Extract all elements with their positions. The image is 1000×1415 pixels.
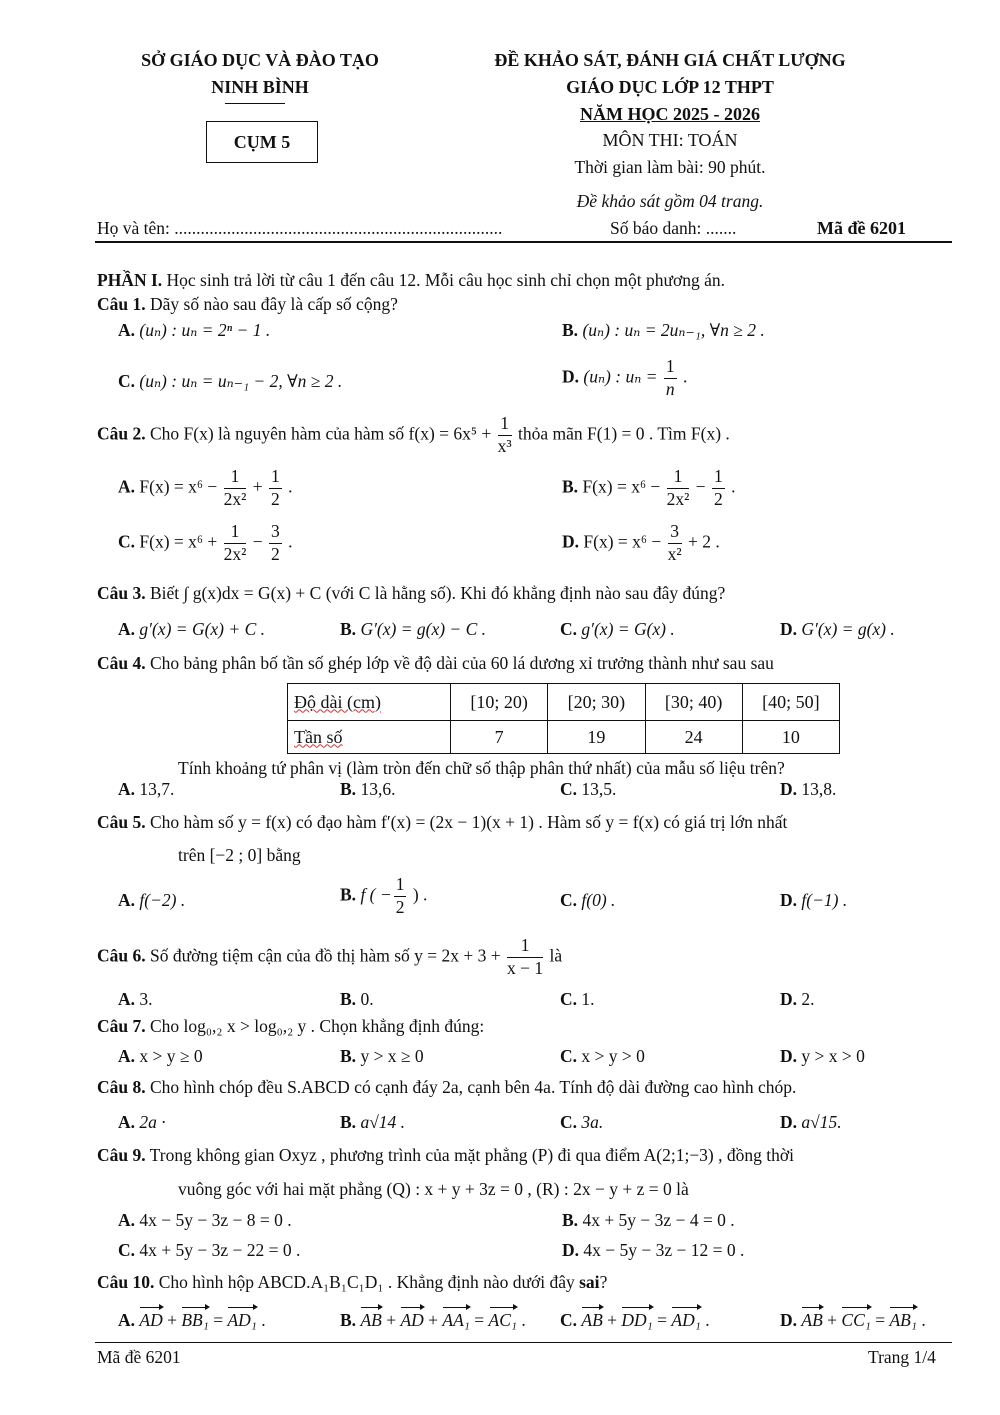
q1-option-d: D. (uₙ) : uₙ = $\frac{1}{n}$ . <box>562 356 688 399</box>
q6-option-d: D. 2. <box>780 989 815 1009</box>
student-id-field: Số báo danh: ....... <box>610 218 737 238</box>
q6-option-a: A. 3. <box>118 989 153 1009</box>
table-cell: [10; 20) <box>451 684 548 721</box>
q9-option-a: A. 4x − 5y − 3z − 8 = 0 . <box>118 1210 292 1230</box>
question-8: Câu 8. Cho hình chóp đều S.ABCD có cạnh đáy 2a, cạnh bên 4a. Tính độ dài đường cao hình chóp. <box>97 1077 797 1097</box>
exam-title-line1: ĐỀ KHẢO SÁT, ĐÁNH GIÁ CHẤT LƯỢNG <box>494 50 846 70</box>
table-row <box>288 721 840 754</box>
q3-option-a: A. g′(x) = G(x) + C . <box>118 619 265 639</box>
q10-option-c: C. AB + DD₁ = AD₁ . <box>560 1306 710 1331</box>
q9-option-b: B. 4x + 5y − 3z − 4 = 0 . <box>562 1210 735 1230</box>
q2-option-d: D. F(x) = x⁶ − $\frac{3}{\text{x²}}$ + 2 . <box>562 521 720 564</box>
footer-page-number: Trang 1/4 <box>868 1347 936 1367</box>
question-5-cont: trên [−2 ; 0] bằng <box>178 845 301 865</box>
time-limit: Thời gian làm bài: 90 phút. <box>574 157 766 177</box>
cluster-box: CỤM 5 <box>206 121 318 163</box>
school-year: NĂM HỌC 2025 - 2026 <box>580 104 760 124</box>
q3-option-d: D. G′(x) = g(x) . <box>780 619 895 639</box>
footer-exam-code: Mã đề 6201 <box>97 1347 181 1367</box>
q7-option-a: A. x > y ≥ 0 <box>118 1046 203 1066</box>
question-7: Câu 7. Cho log₀,₂ x > log₀,₂ y . Chọn khẳng định đúng: <box>97 1016 485 1036</box>
q2-option-c: C. F(x) = x⁶ + $\frac{1}{\text{2x²}}$ − $\frac{3}{2}$ . <box>118 521 293 564</box>
table-header-cell: Tần số <box>288 721 451 754</box>
q8-option-b: B. a√14 . <box>340 1112 406 1132</box>
question-4: Câu 4. Cho bảng phân bố tần số ghép lớp về độ dài của 60 lá dương xỉ trưởng thành như sau sau <box>97 653 774 673</box>
question-6: Câu 6. Số đường tiệm cận của đồ thị hàm số y = 2x + 3 + $\frac{1}{x - 1}$ là <box>97 935 563 978</box>
q1-option-a: A. (uₙ) : uₙ = 2ⁿ − 1 . <box>118 320 271 340</box>
question-9: Câu 9. Trong không gian Oxyz , phương trình của mặt phẳng (P) đi qua điểm A(2;1;−3) , đồng thời <box>97 1145 794 1165</box>
q4-option-b: B. 13,6. <box>340 779 396 799</box>
q10-option-a: A. AD + BB₁ = AD₁ . <box>118 1306 266 1331</box>
frequency-table <box>287 683 840 754</box>
q1-option-c: C. (uₙ) : uₙ = uₙ₋₁ − 2, ∀n ≥ 2 . <box>118 371 343 391</box>
q3-option-b: B. G′(x) = g(x) − C . <box>340 619 487 639</box>
pages-note: Đề khảo sát gồm 04 trang. <box>576 191 764 211</box>
student-name-field: Họ và tên: ........................................................................... <box>97 218 503 238</box>
q5-option-c: C. f(0) . <box>560 890 616 910</box>
q8-option-c: C. 3a. <box>560 1112 604 1132</box>
q5-option-a: A. f(−2) . <box>118 890 186 910</box>
table-cell: 7 <box>451 721 548 754</box>
table-cell: 19 <box>548 721 645 754</box>
q4-option-d: D. 13,8. <box>780 779 837 799</box>
q4-option-c: C. 13,5. <box>560 779 617 799</box>
q1-option-b: B. (uₙ) : uₙ = 2uₙ₋₁, ∀n ≥ 2 . <box>562 320 765 340</box>
q5-option-b: B. f ( − $\frac{1}{2}$ ) . <box>340 874 428 917</box>
table-cell: [40; 50] <box>742 684 839 721</box>
q3-option-c: C. g′(x) = G(x) . <box>560 619 675 639</box>
table-row <box>288 684 840 721</box>
department-name: SỞ GIÁO DỤC VÀ ĐÀO TẠO <box>141 50 379 70</box>
province-name: NINH BÌNH <box>211 77 309 97</box>
question-1: Câu 1. Dãy số nào sau đây là cấp số cộng? <box>97 294 398 314</box>
q7-option-b: B. y > x ≥ 0 <box>340 1046 424 1066</box>
q4-option-a: A. 13,7. <box>118 779 175 799</box>
table-header-cell: Độ dài (cm) <box>288 684 451 721</box>
question-5: Câu 5. Cho hàm số y = f(x) có đạo hàm f′(x) = (2x − 1)(x + 1) . Hàm số y = f(x) có giá trị lớn nhất <box>97 812 788 832</box>
table-cell: 24 <box>645 721 742 754</box>
table-cell: [20; 30) <box>548 684 645 721</box>
exam-code: Mã đề 6201 <box>817 218 906 238</box>
question-3: Câu 3. Biết ∫ g(x)dx = G(x) + C (với C là hằng số). Khi đó khẳng định nào sau đây đúng? <box>97 583 726 603</box>
q4-followup: Tính khoảng tứ phân vị (làm tròn đến chữ số thập phân thứ nhất) của mẫu số liệu trên? <box>178 758 785 778</box>
q2-option-b: B. F(x) = x⁶ − $\frac{1}{\text{2x²}}$ − $\frac{1}{2}$ . <box>562 466 736 509</box>
header-rule <box>95 241 952 243</box>
question-2: Câu 2. Cho F(x) là nguyên hàm của hàm số f(x) = 6x⁵ + $\frac{1}{\text{x³}}$ thỏa mãn F(1) = 0 . Tìm F(x) . <box>97 413 730 456</box>
divider <box>225 103 285 104</box>
question-10: Câu 10. Cho hình hộp ABCD.A₁B₁C₁D₁ . Khẳng định nào dưới đây sai? <box>97 1272 608 1292</box>
q6-option-b: B. 0. <box>340 989 374 1009</box>
subject: MÔN THI: TOÁN <box>602 130 738 150</box>
q5-option-d: D. f(−1) . <box>780 890 848 910</box>
q2-option-a: A. F(x) = x⁶ − $\frac{1}{\text{2x²}}$ + $\frac{1}{2}$ . <box>118 466 293 509</box>
q9-option-c: C. 4x + 5y − 3z − 22 = 0 . <box>118 1240 301 1260</box>
q8-option-d: D. a√15. <box>780 1112 842 1132</box>
q9-option-d: D. 4x − 5y − 3z − 12 = 0 . <box>562 1240 745 1260</box>
exam-title-line2: GIÁO DỤC LỚP 12 THPT <box>566 77 774 97</box>
q8-option-a: A. 2a · <box>118 1112 166 1132</box>
part1-heading: PHẦN I. Học sinh trả lời từ câu 1 đến câu 12. Mỗi câu học sinh chỉ chọn một phương án. <box>97 270 725 290</box>
q6-option-c: C. 1. <box>560 989 595 1009</box>
q10-option-d: D. AB + CC₁ = AB₁ . <box>780 1306 926 1331</box>
table-cell: [30; 40) <box>645 684 742 721</box>
footer-rule <box>95 1342 952 1343</box>
q10-option-b: B. AB + AD + AA₁ = AC₁ . <box>340 1306 526 1331</box>
q7-option-c: C. x > y > 0 <box>560 1046 645 1066</box>
table-cell: 10 <box>742 721 839 754</box>
question-9-cont: vuông góc với hai mặt phẳng (Q) : x + y + 3z = 0 , (R) : 2x − y + z = 0 là <box>178 1179 689 1199</box>
q7-option-d: D. y > x > 0 <box>780 1046 865 1066</box>
